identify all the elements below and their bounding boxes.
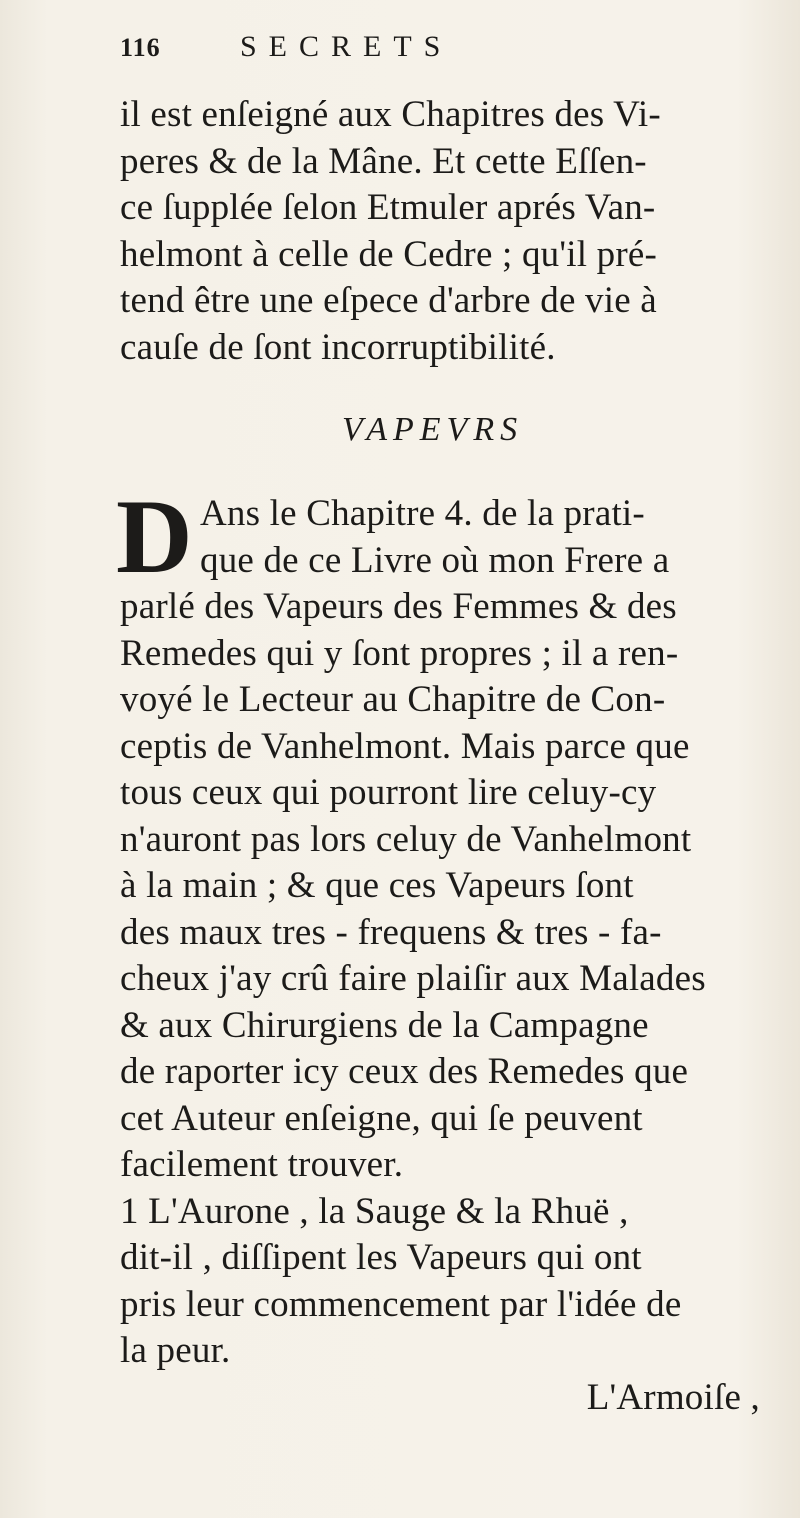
text-line: ceptis de Vanhelmont. Mais parce que (120, 725, 690, 767)
text-line: il est enſeigné aux Chapitres des Vi- (120, 94, 661, 135)
text-line: la peur. (120, 1330, 231, 1371)
text-line: voyé le Lecteur au Chapitre de Con- (120, 679, 666, 720)
catchword: L'Armoiſe , (586, 1376, 760, 1418)
text-line: & aux Chirurgiens de la Campagne (120, 1004, 649, 1046)
text-line: des maux tres - frequens & tres - fa- (120, 911, 662, 953)
section-title: VAPEVRS (342, 411, 524, 448)
text-line: n'auront pas lors celuy de Vanhelmont (120, 818, 692, 860)
text-line: ce ſupplée ſelon Etmuler aprés Van- (120, 187, 656, 228)
drop-cap: D (116, 478, 193, 595)
text-line: cet Auteur enſeigne, qui ſe peuvent (120, 1097, 643, 1139)
text-line: cauſe de ſont incorruptibilité. (120, 326, 556, 368)
text-line: à la main ; & que ces Vapeurs ſont (120, 865, 634, 906)
running-header (120, 30, 790, 74)
text-line: facilement trouver. (120, 1144, 404, 1185)
page-number: 116 (120, 33, 161, 62)
text-line: de raporter icy ceux des Remedes que (120, 1051, 689, 1092)
text-line: helmont à celle de Cedre ; qu'il pré- (120, 233, 657, 275)
text-line: peres & de la Mâne. Et cette Eſſen- (120, 140, 647, 182)
paragraph-vapeurs (116, 478, 790, 1375)
text-block (116, 30, 790, 1421)
text-line: pris leur commencement par l'idée de (120, 1283, 682, 1325)
text-line: parlé des Vapeurs des Femmes & des (120, 586, 677, 627)
text-line: 1 L'Aurone , la Sauge & la Rhuë , (120, 1190, 629, 1232)
text-line: que de ce Livre où mon Frere a (200, 539, 670, 581)
paragraph-top (120, 92, 790, 371)
text-line: dit-il , diſſipent les Vapeurs qui ont (120, 1237, 642, 1278)
running-title: SECRETS (240, 30, 453, 63)
text-line: Ans le Chapitre 4. de la prati- (200, 493, 645, 534)
text-line: tous ceux qui pourront lire celuy-cy (120, 772, 657, 813)
text-line: Remedes qui y ſont propres ; il a ren- (120, 632, 679, 674)
text-line: tend être une eſpece d'arbre de vie à (120, 280, 657, 321)
text-line: cheux j'ay crû faire plaiſir aux Malades (120, 958, 706, 999)
